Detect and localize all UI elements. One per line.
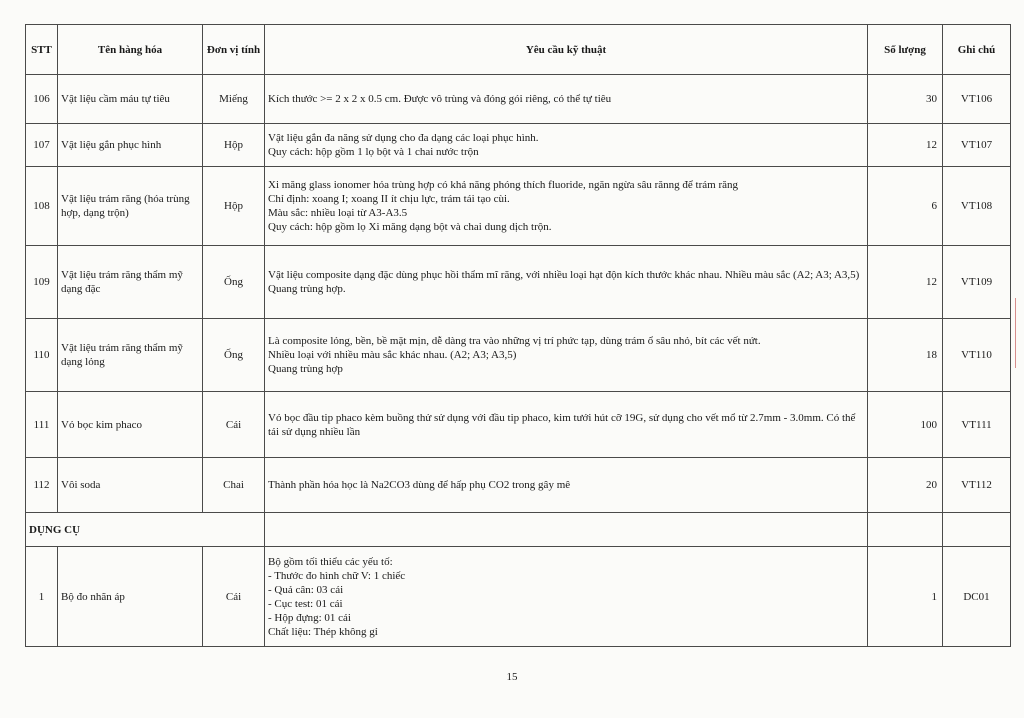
cell-note: DC01 (943, 547, 1011, 647)
empty-cell (868, 513, 943, 547)
header-spec: Yêu cầu kỹ thuật (265, 25, 868, 75)
table-row (26, 75, 1011, 124)
cell-qty: 12 (868, 124, 943, 167)
table-row (26, 124, 1011, 167)
cell-name: Vật liệu trám răng (hóa trùng hợp, dạng trộn) (58, 167, 203, 246)
cell-spec (265, 319, 868, 392)
spec-line: Thành phần hóa học là Na2CO3 dùng để hấp phụ CO2 trong gây mê (268, 479, 571, 491)
cell-qty: 1 (868, 547, 943, 647)
cell-name: Vật liệu trám răng thẩm mỹ dạng đặc (58, 246, 203, 319)
header-name: Tên hàng hóa (58, 25, 203, 75)
cell-stt: 110 (26, 319, 58, 392)
cell-spec (265, 392, 868, 458)
page-number: 15 (506, 671, 518, 683)
header-unit: Đơn vị tính (203, 25, 265, 75)
cell-unit: Hộp (203, 167, 265, 246)
cell-name: Vôi soda (58, 458, 203, 513)
cell-spec (265, 75, 868, 124)
spec-line: - Cục test: 01 cái (268, 597, 343, 610)
spec-line: - Thước đo hình chữ V: 1 chiếc (268, 569, 406, 582)
cell-unit: Miếng (203, 75, 265, 124)
table-row (26, 246, 1011, 319)
cell-note: VT111 (943, 392, 1011, 458)
cell-stt: 109 (26, 246, 58, 319)
header-stt: STT (26, 25, 58, 75)
spec-line: Quy cách: hộp gồm lọ Xi măng dạng bột và chai dung dịch trộn. (268, 221, 552, 233)
spec-line: Vật liệu composite dạng đặc dùng phục hồi thẩm mĩ răng, với nhiều loại hạt độn kích thước khác nhau. Nhiều màu sắc (A2; A3; A3,5) (268, 269, 860, 281)
cell-unit: Cái (203, 392, 265, 458)
procurement-table (25, 24, 1011, 647)
cell-name: Vật liệu cầm máu tự tiêu (58, 75, 203, 124)
empty-cell (943, 513, 1011, 547)
spec-line: Bộ gồm tối thiểu các yếu tố: (268, 555, 393, 568)
spec-line: - Hộp đựng: 01 cái (268, 611, 351, 624)
cell-spec (265, 124, 868, 167)
stamp-mark (1015, 298, 1024, 368)
spec-line: Màu sắc: nhiều loại từ A3-A3.5 (268, 207, 408, 219)
cell-stt: 107 (26, 124, 58, 167)
cell-note: VT108 (943, 167, 1011, 246)
cell-qty: 6 (868, 167, 943, 246)
cell-qty: 12 (868, 246, 943, 319)
cell-stt: 1 (26, 547, 58, 647)
cell-qty: 100 (868, 392, 943, 458)
cell-unit: Hộp (203, 124, 265, 167)
cell-qty: 30 (868, 75, 943, 124)
empty-cell (265, 513, 868, 547)
cell-name: Bộ đo nhãn áp (58, 547, 203, 647)
table-row (26, 392, 1011, 458)
header-qty: Số lượng (868, 25, 943, 75)
spec-line: Là composite lỏng, bền, bề mặt mịn, dễ dàng tra vào những vị trí phức tạp, dùng trám ổ sâu nhỏ, bít các vết nứt. (268, 335, 761, 347)
cell-stt: 106 (26, 75, 58, 124)
cell-spec (265, 458, 868, 513)
cell-note: VT106 (943, 75, 1011, 124)
spec-line: Vỏ bọc đầu tip phaco kèm buồng thử sử dụng với đầu tip phaco, kim tưới hút cỡ 19G, sử dụng cho vết mổ từ 2.7mm - 3.0mm. Có thể tái sử dụng nhiều lần (268, 411, 856, 438)
cell-stt: 112 (26, 458, 58, 513)
spec-line: Quang trùng hợp (268, 363, 343, 375)
table-row (26, 547, 1011, 647)
cell-spec (265, 246, 868, 319)
table-row (26, 167, 1011, 246)
header-row (26, 25, 1011, 75)
spec-line: Quang trùng hợp. (268, 283, 346, 295)
cell-unit: Chai (203, 458, 265, 513)
section-row (26, 513, 1011, 547)
spec-line: Quy cách: hộp gồm 1 lọ bột và 1 chai nước trộn (268, 146, 479, 158)
spec-line: Xi măng glass ionomer hóa trùng hợp có khả năng phóng thích fluoride, ngăn ngừa sâu rănng để trám răng (268, 179, 738, 191)
cell-spec (265, 547, 868, 647)
spec-line: Chất liệu: Thép không gỉ (268, 625, 378, 638)
cell-stt: 111 (26, 392, 58, 458)
spec-line: Kích thước >= 2 x 2 x 0.5 cm. Được vô trùng và đóng gói riêng, có thể tự tiêu (268, 93, 612, 105)
cell-note: VT109 (943, 246, 1011, 319)
cell-spec (265, 167, 868, 246)
spec-line: Vật liệu gắn đa năng sử dụng cho đa dạng các loại phục hình. (268, 132, 539, 144)
cell-unit: Ống (203, 246, 265, 319)
spec-line: - Quả cân: 03 cái (268, 583, 344, 596)
cell-unit: Ống (203, 319, 265, 392)
cell-name: Vật liệu gắn phục hình (58, 124, 203, 167)
cell-note: VT110 (943, 319, 1011, 392)
cell-note: VT107 (943, 124, 1011, 167)
table-row (26, 319, 1011, 392)
spec-line: Nhiều loại với nhiều màu sắc khác nhau. (A2; A3; A3,5) (268, 349, 517, 361)
header-note: Ghi chú (943, 25, 1011, 75)
cell-note: VT112 (943, 458, 1011, 513)
spec-line: Chỉ định: xoang I; xoang II ít chịu lực, trám tái tạo cùi. (268, 193, 510, 205)
cell-name: Vật liệu trám răng thẩm mỹ dạng lỏng (58, 319, 203, 392)
cell-stt: 108 (26, 167, 58, 246)
section-title: DỤNG CỤ (26, 513, 265, 547)
table-row (26, 458, 1011, 513)
cell-qty: 18 (868, 319, 943, 392)
cell-qty: 20 (868, 458, 943, 513)
cell-unit: Cái (203, 547, 265, 647)
cell-name: Vỏ bọc kim phaco (58, 392, 203, 458)
